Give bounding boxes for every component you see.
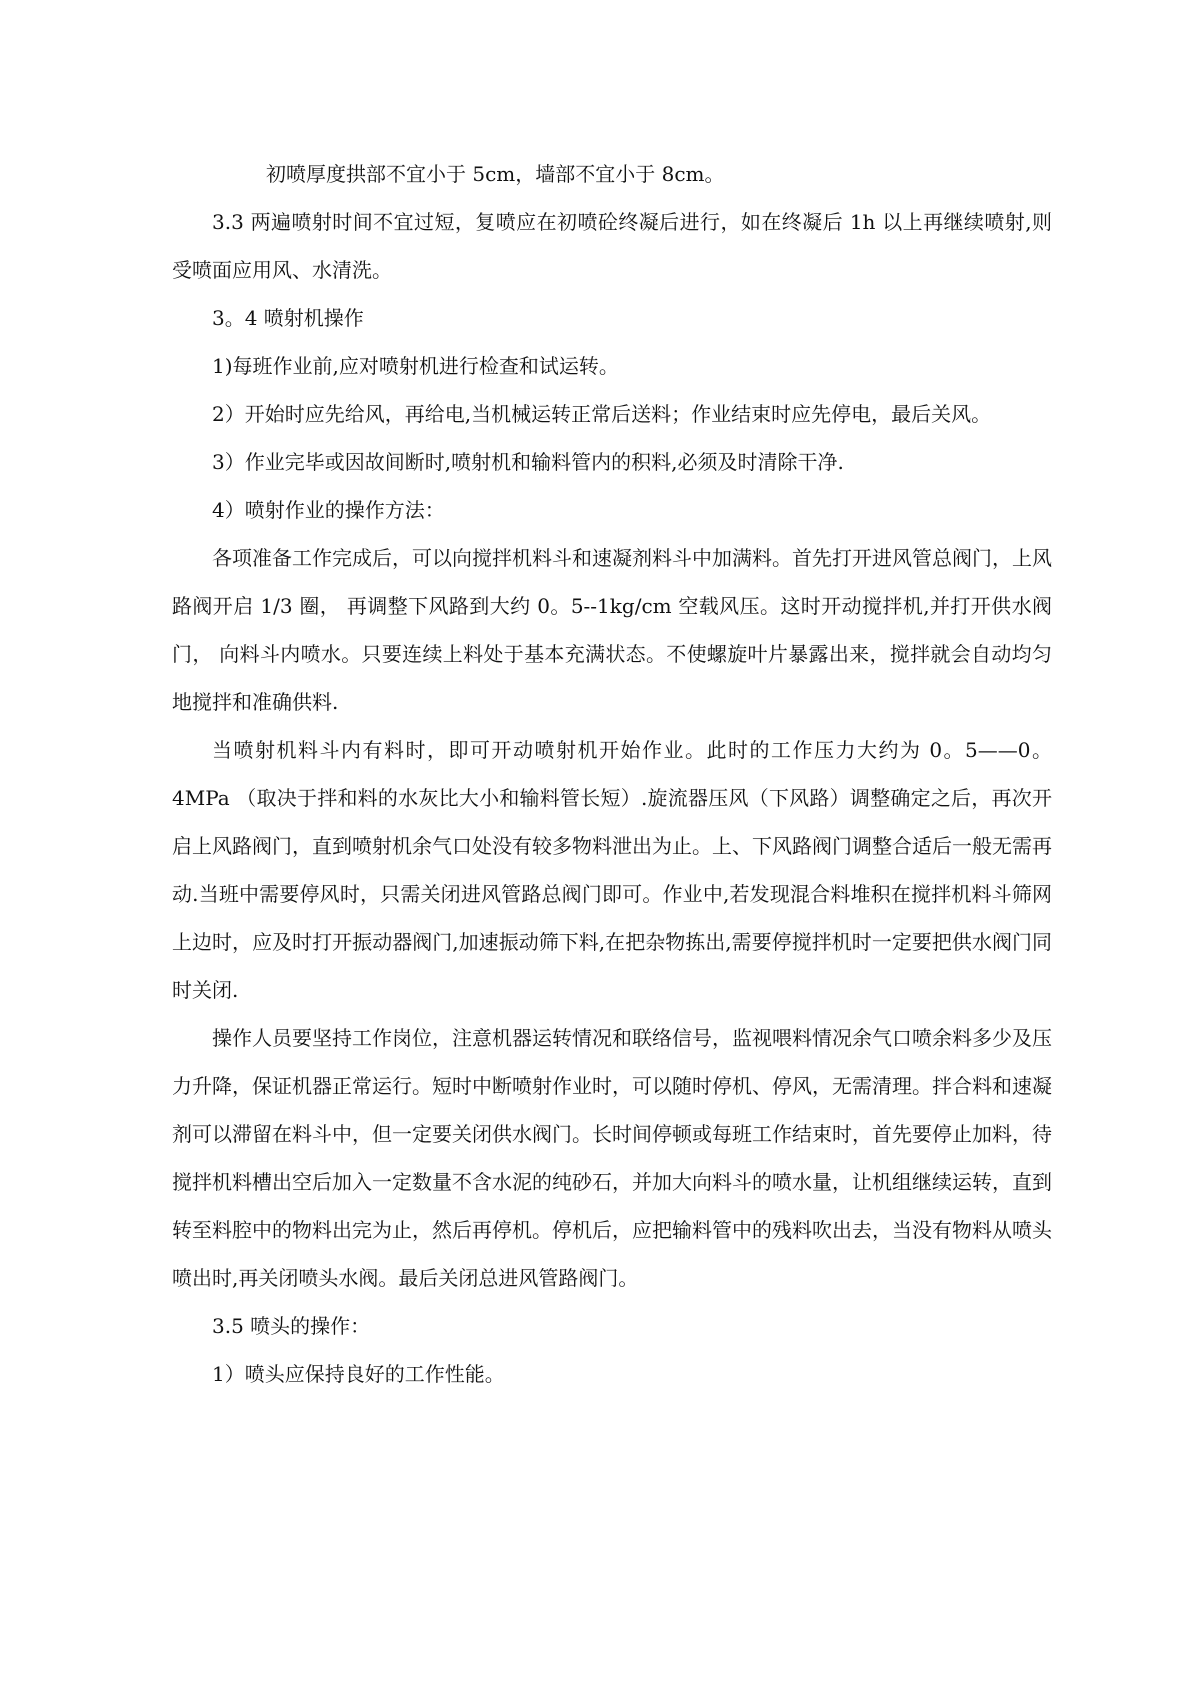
paragraph-operator-duties: 操作人员要坚持工作岗位，注意机器运转情况和联络信号，监视喂料情况余气口喷余料多少及压力升降，保证机器正常运行。短时中断喷射作业时，可以随时停机、停风，无需清理。拌合料和速凝剂可以滞留在料斗中，但一定要关闭供水阀门。长时间停顿或每班工作结束时，首先要停止加料，待搅拌机料槽出空后加入一定数量不含水泥的纯砂石，并加大向料斗的喷水量，让机组继续运转，直到转至料腔中的物料出完为止，然后再停机。停机后，应把输料管中的残料吹出去，当没有物料从喷头喷出时,再关闭喷头水阀。最后关闭总进风管路阀门。 xyxy=(172,1026,1052,1290)
paragraph-section-3-3: 3.3 两遍喷射时间不宜过短，复喷应在初喷砼终凝后进行，如在终凝后 1h 以上再继续喷射,则受喷面应用风、水清洗。 xyxy=(172,210,1052,282)
paragraph-preparation: 各项准备工作完成后，可以向搅拌机料斗和速凝剂料斗中加满料。首先打开进风管总阀门，上风路阀开启 1/3 圈， 再调整下风路到大约 0。5--1kg/cm 空载风压。这时开动搅拌机,并打开供水阀门， 向料斗内喷水。只要连续上料处于基本充满状态。不使螺旋叶片暴露出来，搅拌就会自动均匀地搅拌和准确供料. xyxy=(172,546,1052,714)
document-body xyxy=(172,150,1052,1398)
paragraph-item-2: 2）开始时应先给风，再给电,当机械运转正常后送料；作业结束时应先停电，最后关风。 xyxy=(212,402,992,426)
heading-section-3-4: 3。4 喷射机操作 xyxy=(212,306,364,330)
paragraph-item-3: 3）作业完毕或因故间断时,喷射机和输料管内的积料,必须及时清除干净. xyxy=(212,450,844,474)
paragraph-item-1: 1)每班作业前,应对喷射机进行检查和试运转。 xyxy=(212,354,619,378)
paragraph-item-4: 4）喷射作业的操作方法： xyxy=(212,498,445,522)
paragraph-start-operation: 当喷射机料斗内有料时，即可开动喷射机开始作业。此时的工作压力大约为 0。5——0。4MPa （取决于拌和料的水灰比大小和输料管长短）.旋流器压风（下风路）调整确定之后，再次开启上风路阀门，直到喷射机余气口处没有较多物料泄出为止。上、下风路阀门调整合适后一般无需再动.当班中需要停风时，只需关闭进风管路总阀门即可。作业中,若发现混合料堆积在搅拌机料斗筛网上边时，应及时打开振动器阀门,加速振动筛下料,在把杂物拣出,需要停搅拌机时一定要把供水阀门同时关闭. xyxy=(172,738,1052,1002)
paragraph-nozzle-item-1: 1）喷头应保持良好的工作性能。 xyxy=(212,1362,505,1386)
paragraph-initial-spray-thickness: 初喷厚度拱部不宜小于 5cm，墙部不宜小于 8cm。 xyxy=(266,162,725,186)
heading-section-3-5: 3.5 喷头的操作： xyxy=(212,1314,371,1338)
